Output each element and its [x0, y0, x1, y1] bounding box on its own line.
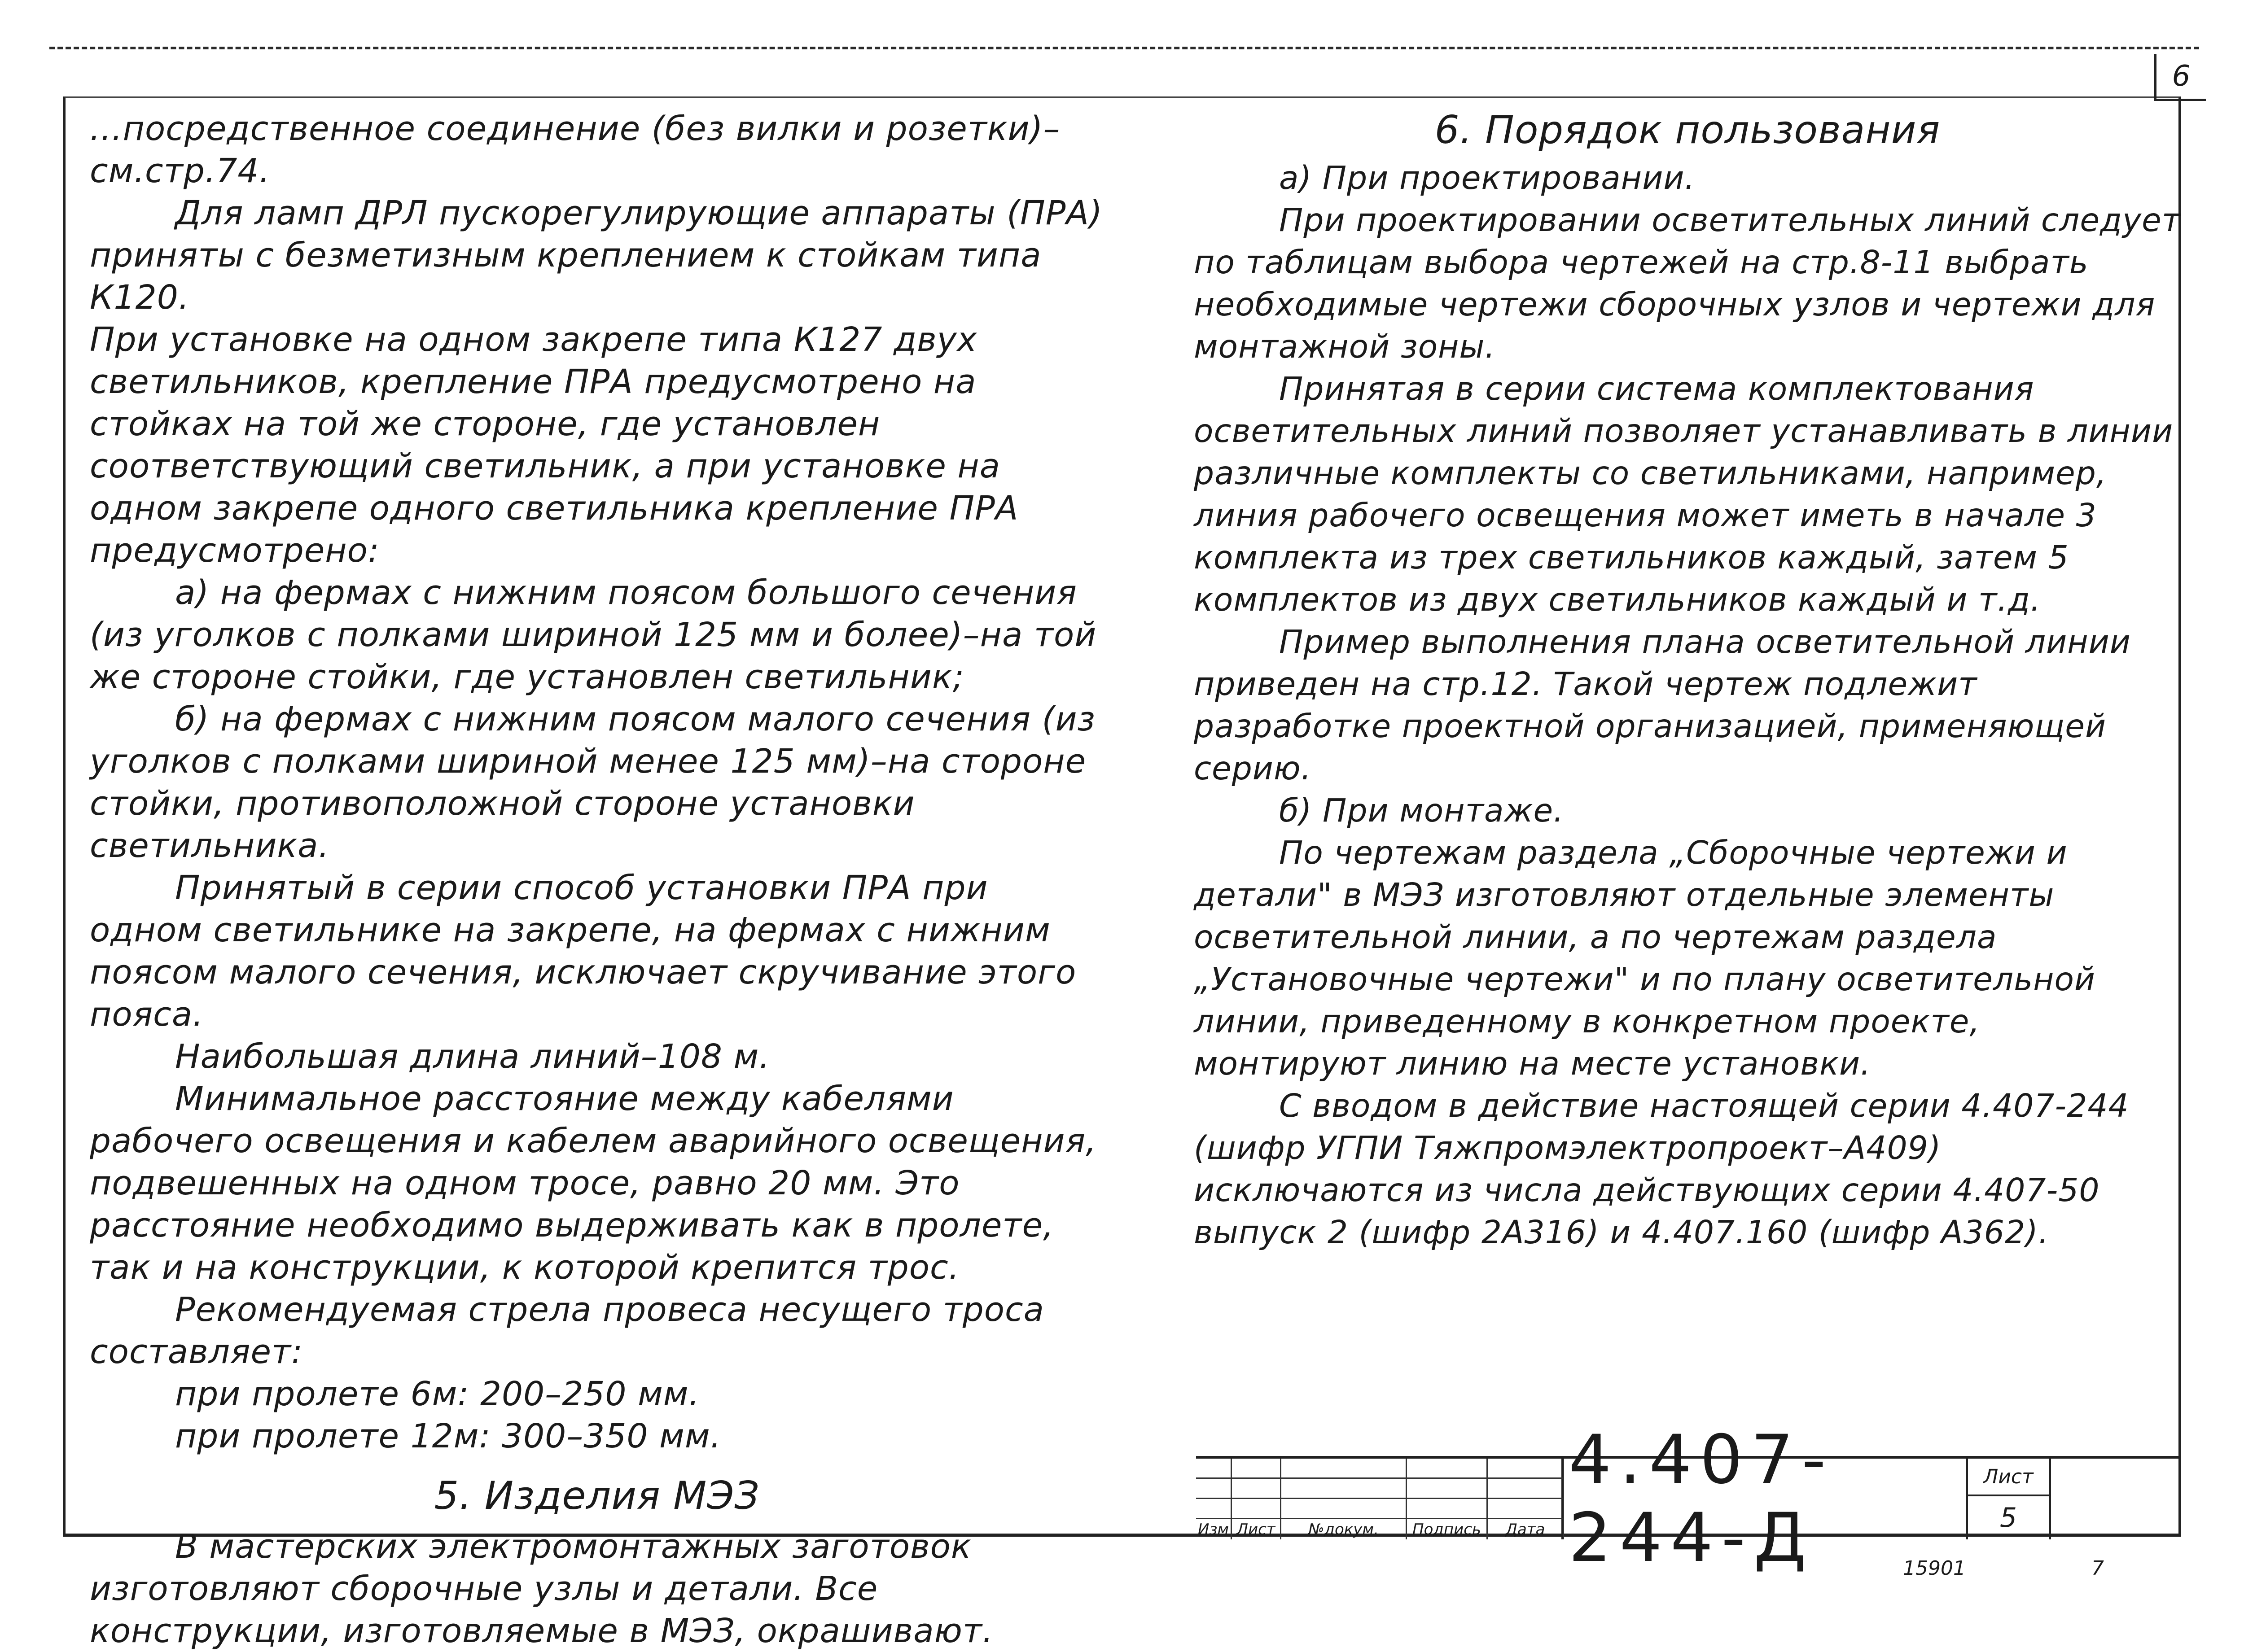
section-heading: 5. Изделия МЭЗ: [434, 1473, 760, 1518]
paragraph: а) При проектировании.: [1279, 159, 1696, 197]
stamp-label-doc: №докум.: [1281, 1519, 1407, 1539]
archive-number: 15901: [1903, 1557, 1966, 1580]
paragraph: Принятый в серии способ установки ПРА при одном светильнике на закрепе, на фермах с нижним поясом малого сечения, исключает скручивание этого пояса.: [90, 869, 1077, 1034]
paragraph: при пролете 6м: 200–250 мм.: [175, 1375, 700, 1413]
section-heading: 6. Порядок пользования: [1434, 108, 1941, 153]
paragraph: С вводом в действие настоящей серии 4.407-244 (шифр УГПИ Тяжпромэлектропроект–А409) исключаются из числа действующих серии 4.407-50 выпуск 2 (шифр 2А316) и 4.407.160 (шифр А362).: [1194, 1087, 2129, 1251]
revision-grid: [1196, 1459, 1564, 1539]
document-code: 4.407-244-Д: [1569, 1459, 1968, 1539]
paragraph: Пример выполнения плана осветительной линии приведен на стр.12. Такой чертеж подлежит разработке проектной организацией, применяющей серию.: [1194, 623, 2131, 787]
paragraph: Для ламп ДРЛ пускорегулирующие аппараты (ПРА) приняты с безметизным креплением к стойкам типа К120.: [90, 194, 1103, 317]
sheet-label: Лист: [1968, 1459, 2049, 1496]
page-number: 6: [2154, 54, 2206, 101]
paragraph: В мастерских электромонтажных заготовок изготовляют сборочные узлы и детали. Все конструкции, изготовляемые в МЭЗ, окрашивают.: [90, 1527, 994, 1650]
paragraph: По чертежам раздела „Сборочные чертежи и детали" в МЭЗ изготовляют отдельные элементы осветительной линии, а по чертежам раздела „Установочные чертежи" и по плану осветительной линии, приведенному в конкретном проекте, монтируют линию на месте установки.: [1194, 834, 2096, 1082]
sheet-box: [1968, 1459, 2051, 1539]
sheet-number: 5: [1999, 1502, 2017, 1534]
paragraph: При проектировании осветительных линий следует по таблицам выбора чертежей на стр.8-11 выбрать необходимые чертежи сборочных узлов и чертежи для монтажной зоны.: [1194, 201, 2181, 365]
top-dashed-line: [49, 47, 2199, 49]
stamp-label-list: Лист: [1232, 1519, 1281, 1539]
stamp-label-izm: Изм: [1196, 1519, 1232, 1539]
right-column: [1194, 108, 2181, 1254]
paragraph: б) на фермах с нижним поясом малого сечения (из уголков с полками шириной менее 125 мм)–на стороне стойки, противоположной стороне установки светильника.: [90, 700, 1096, 865]
paragraph: Наибольшая длина линий–108 м.: [175, 1037, 770, 1076]
archive-mark: 7: [2091, 1557, 2104, 1580]
paragraph: а) на фермах с нижним поясом большого сечения (из уголков с полками шириной 125 мм и более)–на той же стороне стойки, где установлен светильник;: [90, 573, 1097, 696]
paragraph: Принятая в серии система комплектования осветительных линий позволяет устанавливать в линии различные комплекты со светильниками, например, линия рабочего освещения может иметь в начале 3 комплекта из трех светильников каждый, затем 5 комплектов из двух светильников каждый и т.д.: [1194, 370, 2174, 618]
stamp-label-date: Дата: [1488, 1519, 1564, 1539]
left-column: [90, 108, 1104, 1652]
paragraph: Рекомендуемая стрела провеса несущего троса составляет:: [90, 1290, 1045, 1371]
paragraph: При установке на одном закрепе типа К127 двух светильников, крепление ПРА предусмотрено на стойках на той же стороне, где установлен соответствующий светильник, а при установке на одном закрепе одного светильника крепление ПРА предусмотрено:: [90, 320, 1019, 570]
stamp-label-signature: Подпись: [1407, 1519, 1488, 1539]
paragraph: ...посредственное соединение (без вилки и розетки)–см.стр.74.: [90, 109, 1061, 190]
paragraph: б) При монтаже.: [1279, 792, 1564, 829]
paragraph: при пролете 12м: 300–350 мм.: [175, 1417, 722, 1455]
paragraph: Минимальное расстояние между кабелями рабочего освещения и кабелем аварийного освещения, подвешенных на одном тросе, равно 20 мм. Это расстояние необходимо выдерживать как в пролете, так и на конструкции, к которой крепится трос.: [90, 1079, 1097, 1287]
